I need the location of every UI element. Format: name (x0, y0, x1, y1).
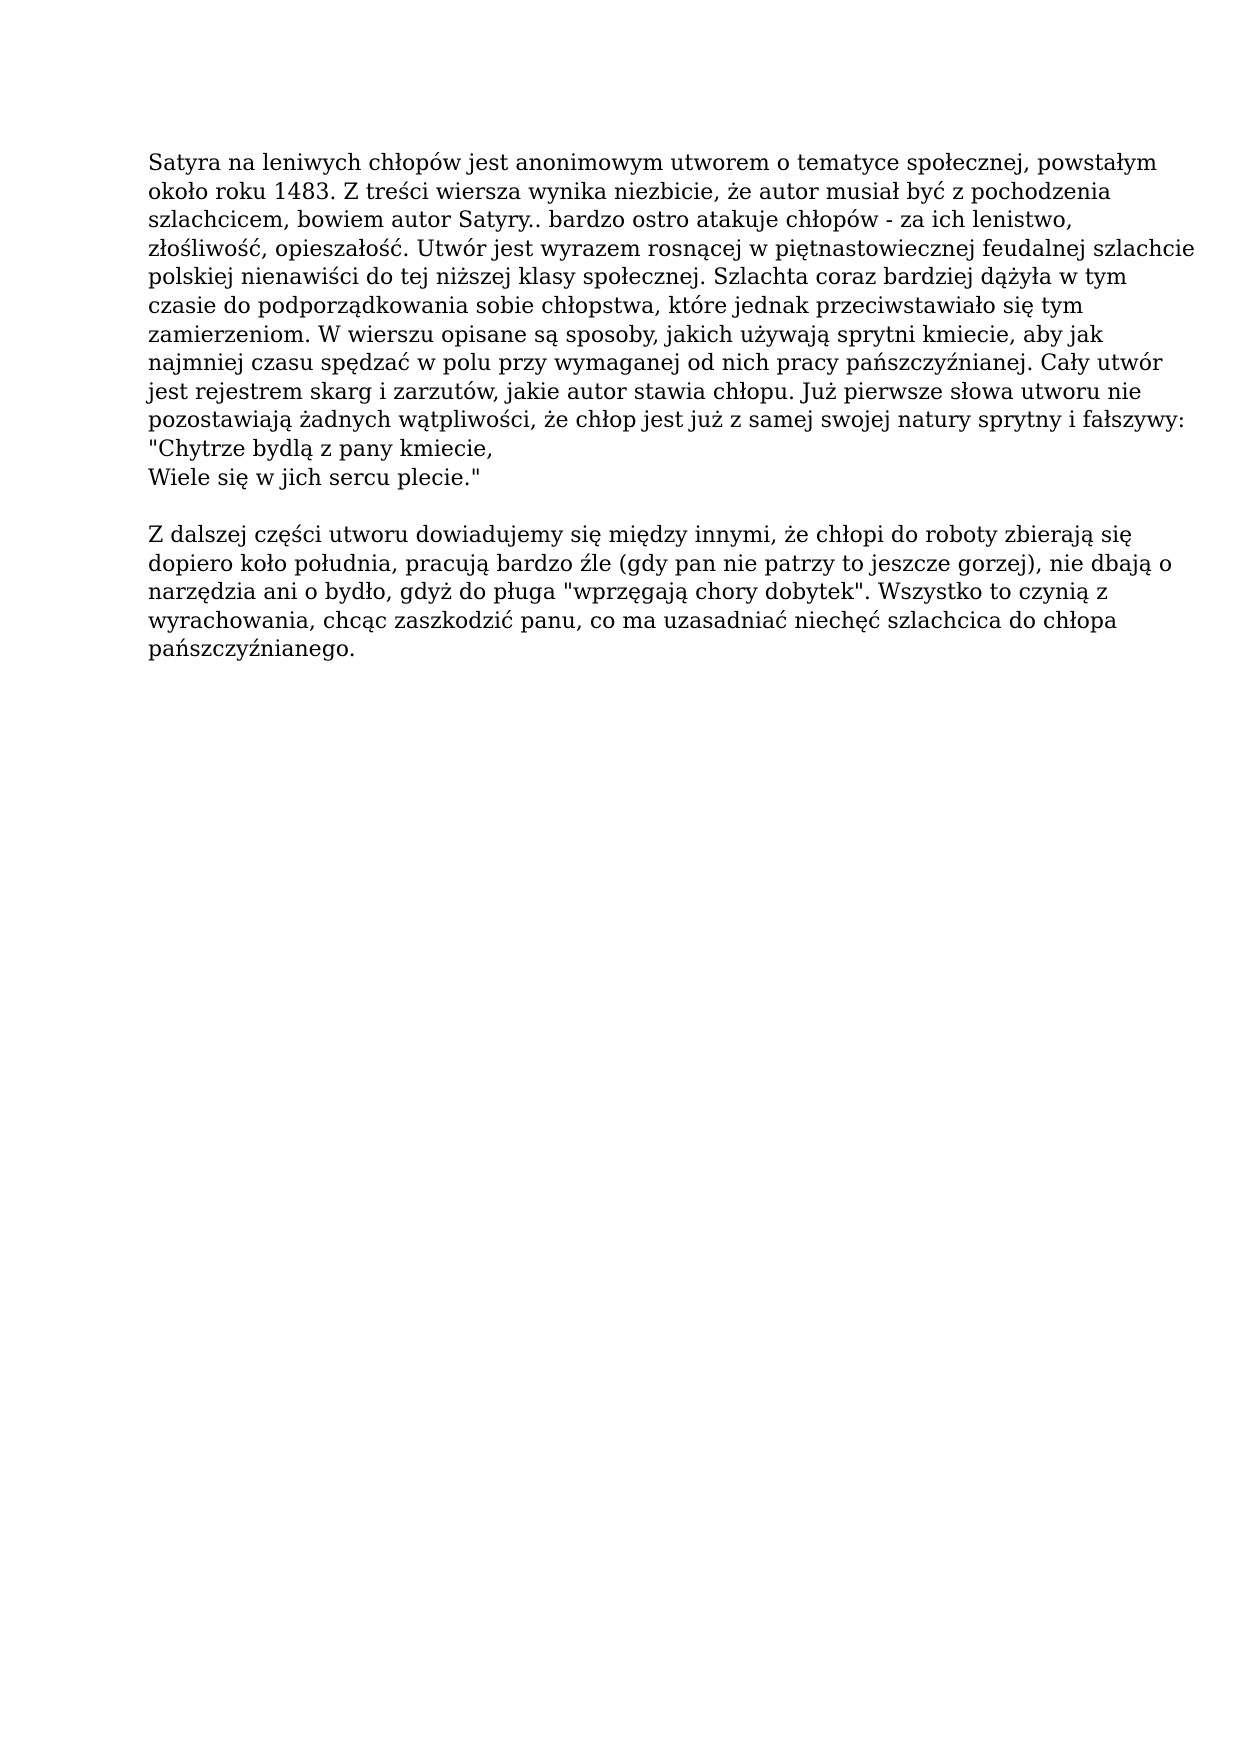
text-line: około roku 1483. Z treści wiersza wynika niezbicie, że autor musiał być z pochodzenia (148, 179, 1111, 205)
paragraph-satire-details (148, 522, 1173, 665)
text-line: Z dalszej części utworu dowiadujemy się między innymi, że chłopi do roboty zbierają się (148, 523, 1133, 548)
text-line: Satyra na leniwych chłopów jest anonimowym utworem o tematyce społecznej, powstałym (148, 151, 1157, 176)
text-line: czasie do podporządkowania sobie chłopstwa, które jednak przeciwstawiało się tym (148, 293, 1084, 319)
quote-line: Wiele się w jich sercu plecie." (148, 465, 481, 491)
text-line: pańszczyźnianego. (148, 637, 356, 663)
paragraph-satire-intro (148, 150, 1195, 493)
text-line: pozostawiają żadnych wątpliwości, że chłop jest już z samej swojej natury sprytny i fałszywy: (148, 408, 1186, 434)
text-line: złośliwość, opieszałość. Utwór jest wyrazem rosnącej w piętnastowiecznej feudalnej szlachcie (148, 236, 1195, 262)
text-line: polskiej nienawiści do tej niższej klasy społecznej. Szlachta coraz bardziej dążyła w tym (148, 265, 1127, 291)
text-line: dopiero koło południa, pracują bardzo źle (gdy pan nie patrzy to jeszcze gorzej), nie dbają o (148, 551, 1173, 577)
quote-line: "Chytrze bydlą z pany kmiecie, (148, 436, 494, 462)
text-line: narzędzia ani o bydło, gdyż do pługa "wprzęgają chory dobytek". Wszystko to czynią z (148, 580, 1108, 606)
text-line: wyrachowania, chcąc zaszkodzić panu, co ma uzasadniać niechęć szlachcica do chłopa (148, 608, 1118, 634)
text-line: jest rejestrem skarg i zarzutów, jakie autor stawia chłopu. Już pierwsze słowa utworu nie (148, 379, 1142, 405)
text-line: szlachcicem, bowiem autor Satyry.. bardzo ostro atakuje chłopów - za ich lenistwo, (148, 208, 1073, 234)
text-line: najmniej czasu spędzać w polu przy wymaganej od nich pracy pańszczyźnianej. Cały utwór (148, 351, 1163, 377)
text-line: zamierzeniom. W wierszu opisane są sposoby, jakich używają sprytni kmiecie, aby jak (148, 322, 1103, 348)
